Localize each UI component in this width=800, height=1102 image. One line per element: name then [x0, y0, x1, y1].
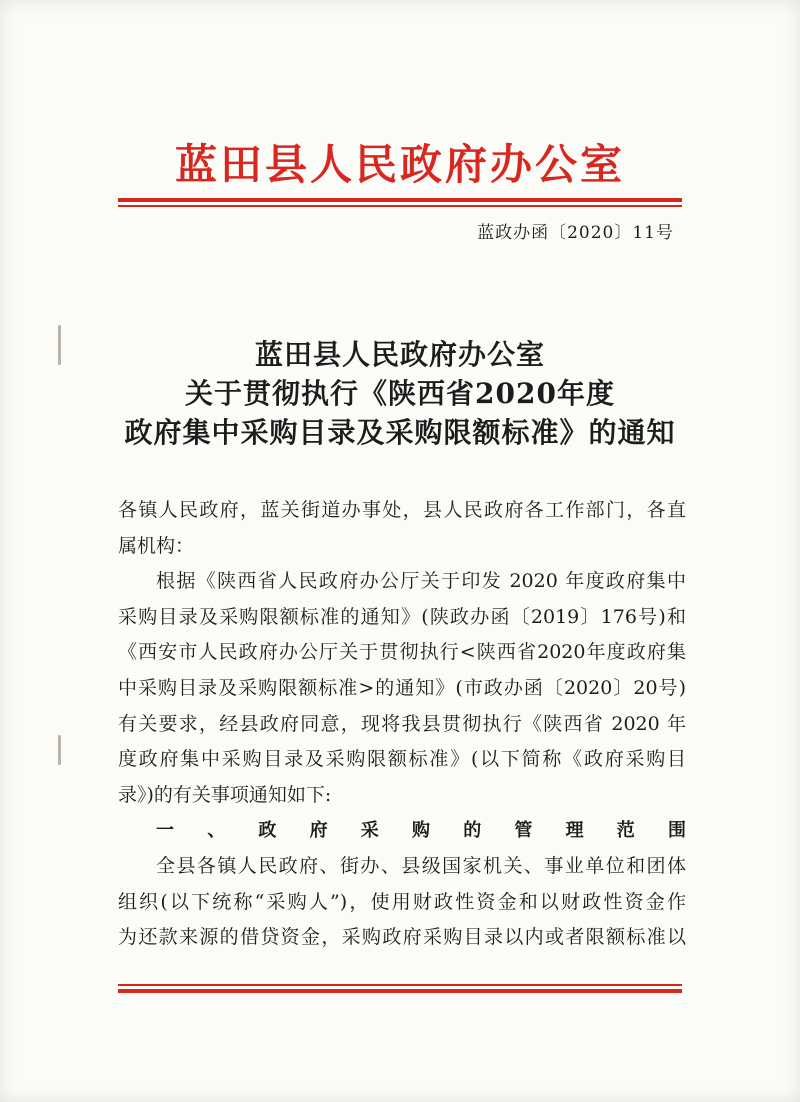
paragraph-line: 《西安市人民政府办公厅关于贯彻执行<陕西省2020年度政府集 — [118, 641, 686, 664]
paragraph-line: 根据《陕西省人民政府办公厅关于印发 2020 年度政府集中 — [156, 570, 686, 593]
notice-title — [0, 335, 800, 452]
paragraph-line: 组织(以下统称“采购人”)，使用财政性资金和以财政性资金作 — [118, 890, 686, 913]
paragraph-line: 有关要求，经县政府同意，现将我县贯彻执行《陕西省 2020 年 — [118, 712, 686, 735]
salutation-line: 各镇人民政府，蓝关街道办事处，县人民政府各工作部门，各直 — [118, 499, 686, 521]
issuing-office-header: 蓝田县人民政府办公室 — [174, 140, 625, 189]
section-heading: 一、政府采购的管理范围 — [156, 820, 686, 842]
binding-hole-mark — [58, 325, 61, 365]
notice-title-line-1: 蓝田县人民政府办公室 — [254, 338, 545, 371]
paragraph-line: 中采购目录及采购限额标准>的通知》(市政办函〔2020〕20号) — [118, 676, 686, 699]
header-red-rule-thin — [118, 205, 682, 207]
paragraph-line: 录》)的有关事项通知如下: — [118, 783, 332, 806]
footer-red-rule-thin — [118, 984, 682, 986]
notice-title-line-3: 政府集中采购目录及采购限额标准》的通知 — [124, 416, 676, 449]
paragraph-line: 全县各镇人民政府、街办、县级国家机关、事业单位和团体 — [156, 854, 686, 877]
salutation-line: 属机构： — [118, 534, 195, 557]
paragraph-line: 为还款来源的借贷资金，采购政府采购目录以内或者限额标准以 — [118, 926, 686, 949]
paragraph-line: 度政府集中采购目录及采购限额标准》(以下简称《政府采购目 — [118, 748, 686, 771]
notice-title-line-2: 关于贯彻执行《陕西省2020年度 — [185, 377, 615, 410]
footer-red-rule-thick — [118, 989, 682, 993]
document-number: 蓝政办函〔2020〕11号 — [477, 223, 674, 243]
header-red-rule-thick — [118, 198, 682, 202]
binding-hole-mark — [58, 735, 61, 765]
paragraph-line: 采购目录及采购限额标准的通知》(陕政办函〔2019〕176号)和 — [118, 605, 686, 628]
notice-body — [118, 493, 686, 956]
